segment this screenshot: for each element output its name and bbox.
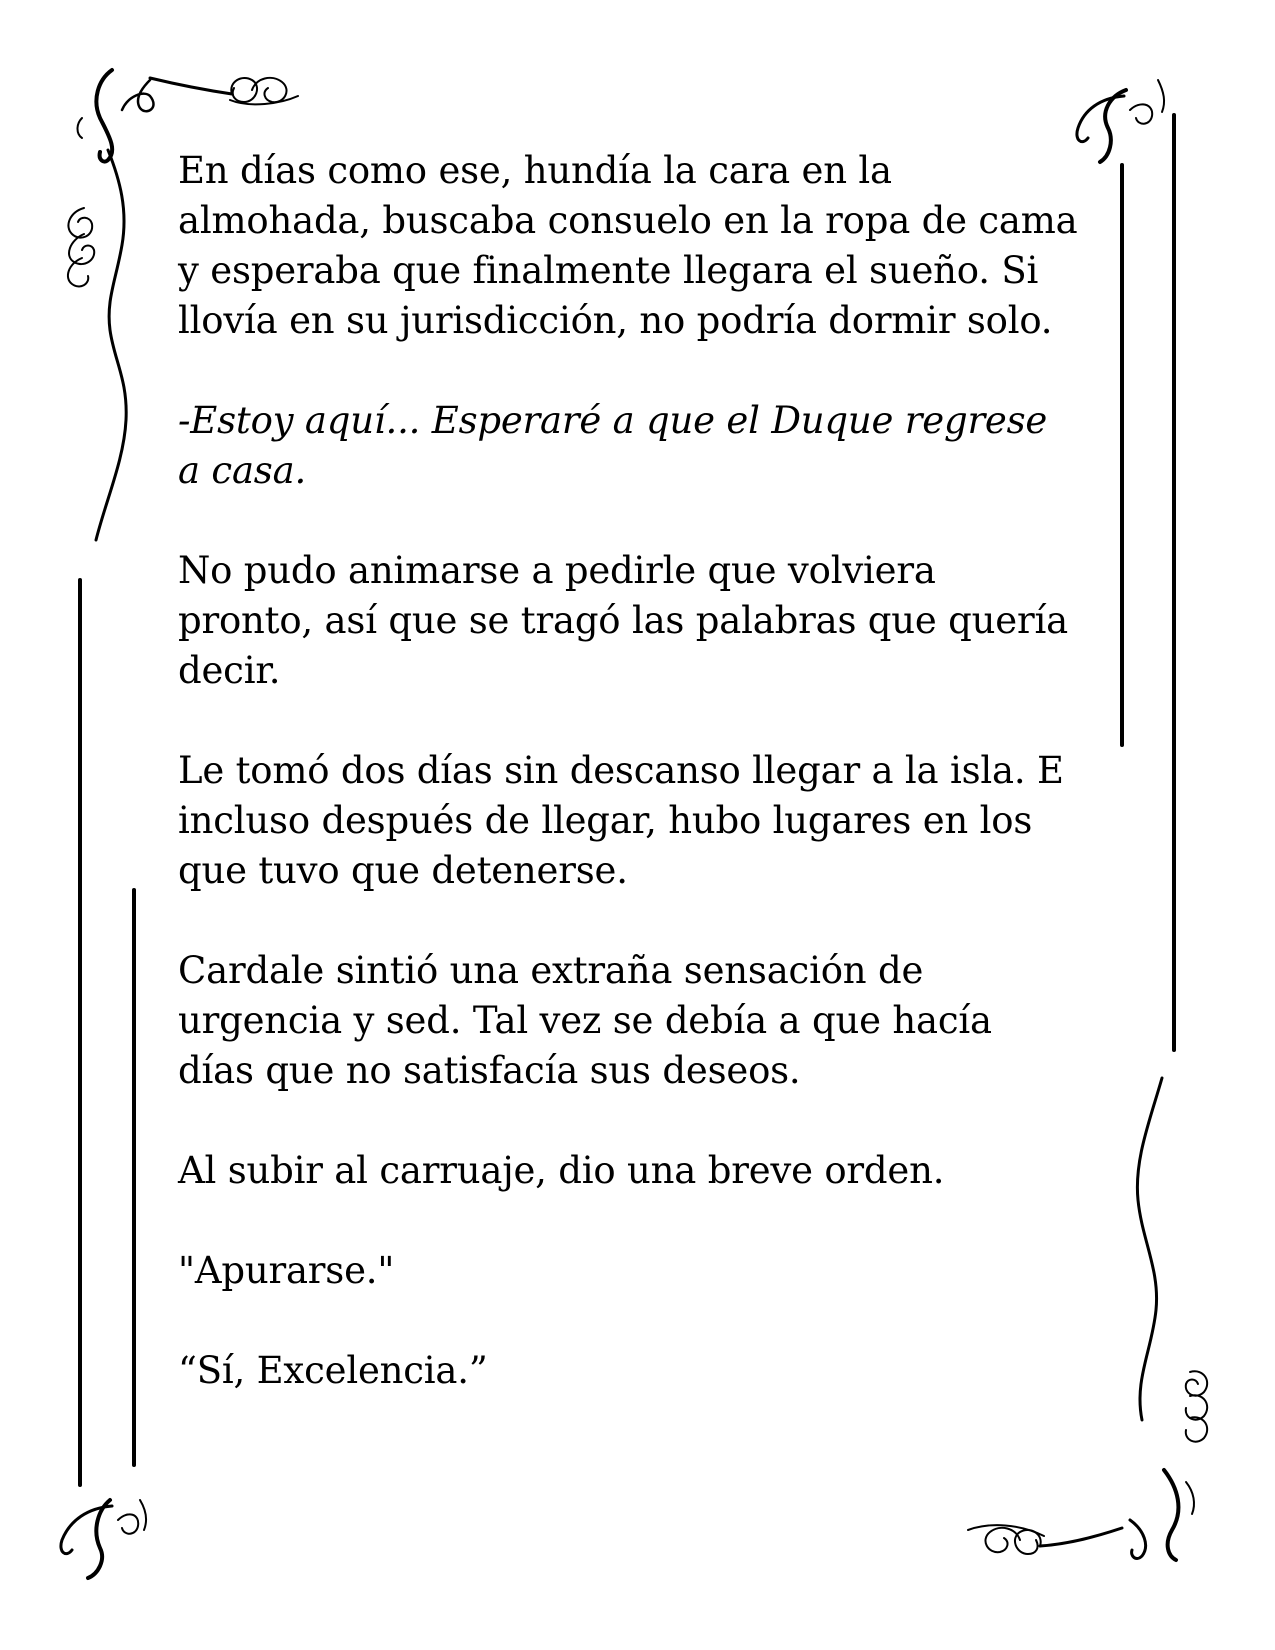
paragraph — [178, 546, 1108, 696]
paragraph — [178, 396, 1108, 496]
text-line: Al subir al carruaje, dio una breve orden. — [178, 1149, 945, 1192]
text-line: incluso después de llegar, hubo lugares en los — [178, 799, 1033, 842]
text-line: “Sí, Excelencia.” — [178, 1349, 488, 1392]
paragraph — [178, 1246, 1108, 1296]
right-scroll-curls-icon — [1137, 1078, 1207, 1442]
text-line: En días como ese, hundía la cara en la — [178, 149, 892, 192]
text-line: y esperaba que finalmente llegara el sueño. Si — [178, 249, 1039, 292]
text-line: No pudo animarse a pedirle que volviera — [178, 549, 936, 592]
text-line: pronto, así que se tragó las palabras que quería — [178, 599, 1068, 642]
paragraph — [178, 1346, 1108, 1396]
text-line: a casa. — [178, 449, 307, 492]
text-line: Cardale sintió una extraña sensación de — [178, 949, 924, 992]
text-line: -Estoy aquí... Esperaré a que el Duque regrese — [178, 399, 1048, 442]
paragraph — [178, 946, 1108, 1096]
text-line: "Apurarse." — [178, 1249, 395, 1292]
bottom-right-flourish-icon — [968, 1470, 1194, 1560]
paragraph — [178, 746, 1108, 896]
document-body — [178, 146, 1108, 1446]
bottom-left-flourish-icon — [61, 1500, 146, 1578]
text-line: llovía en su jurisdicción, no podría dormir solo. — [178, 299, 1053, 342]
text-line: urgencia y sed. Tal vez se debía a que hacía — [178, 999, 992, 1042]
text-line: que tuvo que detenerse. — [178, 849, 628, 892]
left-scroll-curls-icon — [68, 150, 126, 540]
text-line: Le tomó dos días sin descanso llegar a la isla. E — [178, 749, 1064, 792]
text-line: almohada, buscaba consuelo en la ropa de cama — [178, 199, 1078, 242]
text-line: decir. — [178, 649, 281, 692]
paragraph — [178, 1146, 1108, 1196]
paragraph — [178, 146, 1108, 346]
text-line: días que no satisfacía sus deseos. — [178, 1049, 801, 1092]
